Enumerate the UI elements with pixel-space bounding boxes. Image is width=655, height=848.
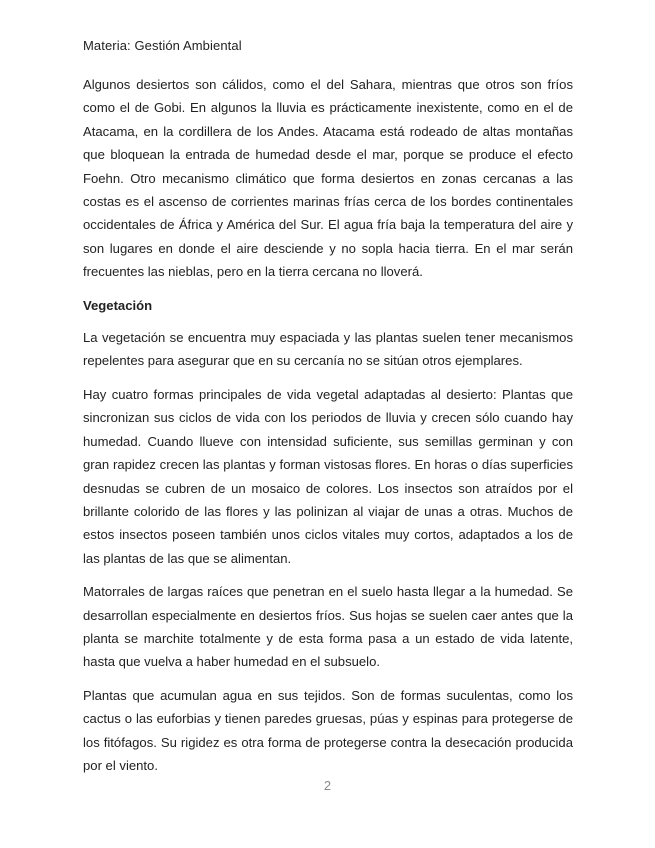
paragraph-plant-forms: Hay cuatro formas principales de vida vegetal adaptadas al desierto: Plantas que sincronizan sus ciclos de vida con los periodos de lluvia y crecen sólo cuando hay humedad. Cuando llueve con intensidad suficiente, sus semillas germinan y con gran rapidez crecen las plantas y forman vistosas flores. En horas o días superficies desnudas se cubren de un mosaico de colores. Los insectos son atraídos por el brillante colorido de las flores y las polinizan al viajar de unas a otras. Muchos de estos insectos poseen también unos ciclos vitales muy cortos, adaptados a los de las plantas de las que se alimentan.	[83, 386, 573, 566]
page-header: Materia: Gestión Ambiental	[83, 38, 242, 53]
document-body	[83, 73, 573, 787]
paragraph-vegetation-spacing: La vegetación se encuentra muy espaciada y las plantas suelen tener mecanismos repelentes para asegurar que en su cercanía no se sitúan otros ejemplares.	[83, 330, 573, 369]
intro-paragraph: Algunos desiertos son cálidos, como el del Sahara, mientras que otros son fríos como el de Gobi. En algunos la lluvia es prácticamente inexistente, como en el de Atacama, en la cordillera de los Andes. Atacama está rodeado de altas montañas que bloquean la entrada de humedad desde el mar, porque se produce el efecto Foehn. Otro mecanismo climático que forma desiertos en zonas cercanas a las costas es el ascenso de corrientes marinas frías cerca de los bordes continentales occidentales de África y América del Sur. El agua fría baja la temperatura del aire y son lugares en donde el aire desciende y no sopla hacia tierra. En el mar serán frecuentes las nieblas, pero en la tierra cercana no lloverá.	[83, 77, 573, 280]
section-heading-vegetacion: Vegetación	[83, 297, 153, 313]
paragraph-shrubs: Matorrales de largas raíces que penetran en el suelo hasta llegar a la humedad. Se desarrollan especialmente en desiertos fríos. Sus hojas se suelen caer antes que la planta se marchite totalmente y de esta forma pasa a un estado de vida latente, hasta que vuelva a haber humedad en el subsuelo.	[83, 584, 573, 670]
paragraph-succulents: Plantas que acumulan agua en sus tejidos. Son de formas suculentas, como los cactus o las euforbias y tienen paredes gruesas, púas y espinas para protegerse de los fitófagos. Su rigidez es otra forma de protegerse contra la desecación producida por el viento.	[83, 687, 573, 773]
page-number: 2	[323, 778, 332, 793]
